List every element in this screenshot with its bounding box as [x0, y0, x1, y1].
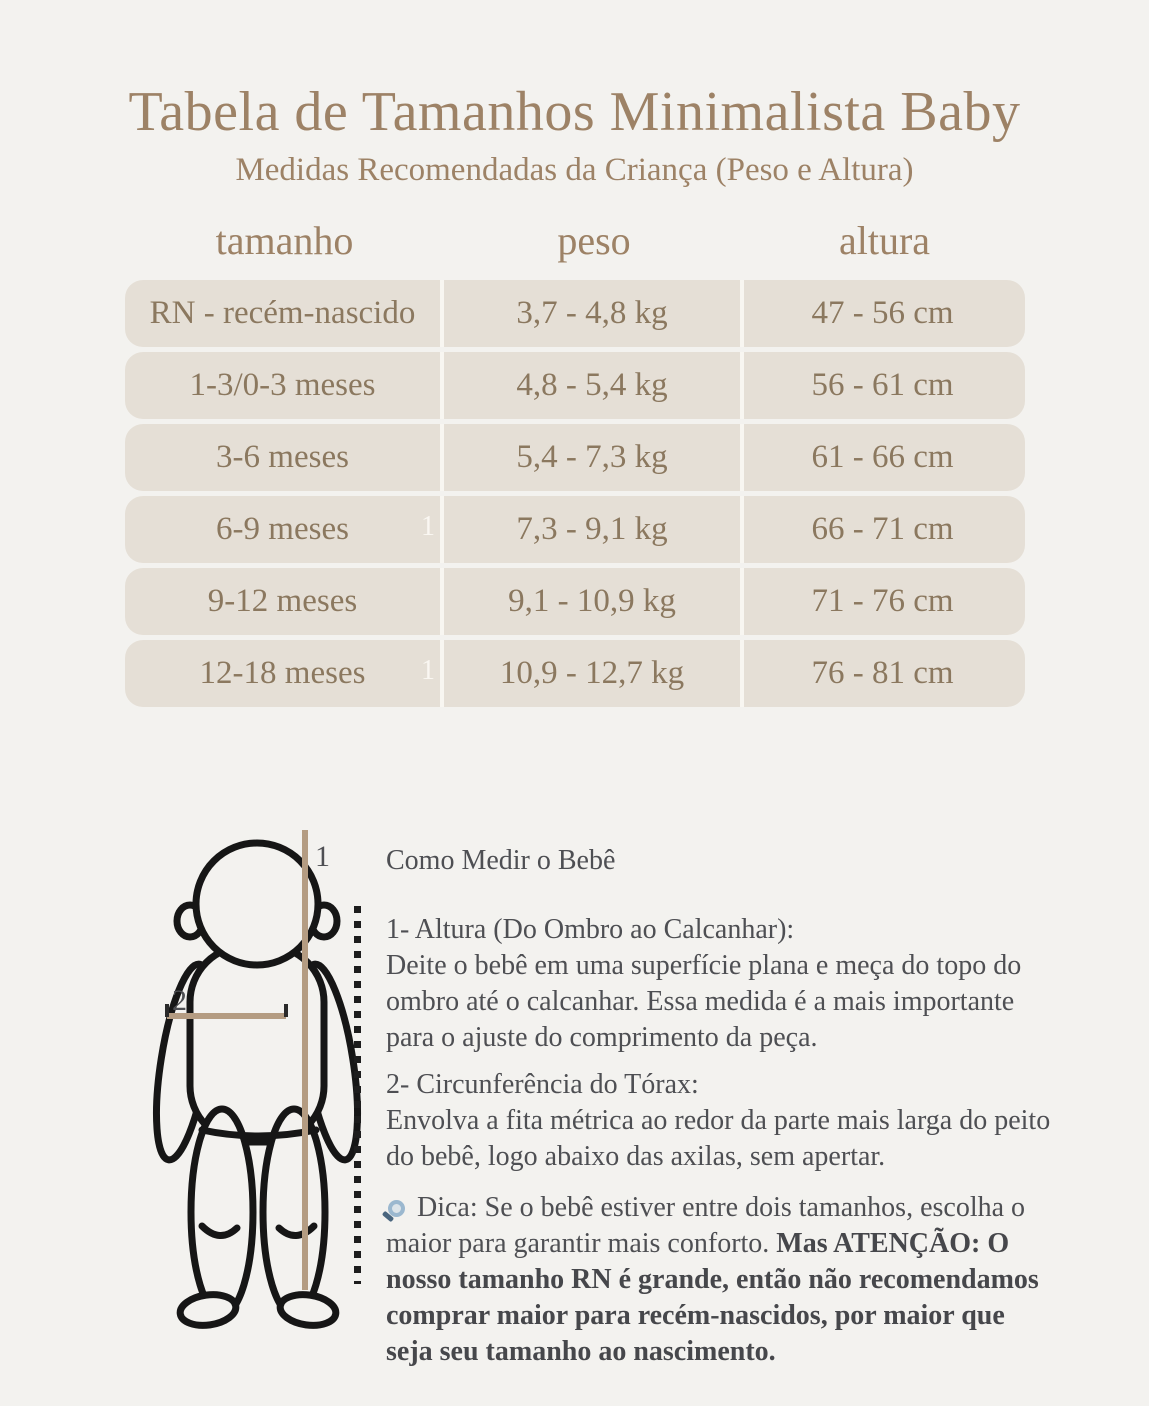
weight-cell: 7,3 - 9,1 kg [444, 496, 744, 563]
height-cell: 61 - 66 cm [811, 439, 954, 475]
tip-text: Dica: Se o bebê estiver entre dois tamanhos, escolha o maior para garantir mais conforto. [386, 1192, 1026, 1259]
height-cell: 56 - 61 cm [811, 367, 954, 403]
step-chest-title: 2- Circunferência do Tórax: [386, 1069, 699, 1100]
baby-left-leg [191, 1109, 253, 1315]
table-row [125, 640, 1025, 707]
watermark-digit: 1 [421, 655, 435, 686]
step-height-title: 1- Altura (Do Ombro ao Calcanhar): [386, 914, 795, 945]
baby-right-leg [263, 1109, 325, 1315]
size-cell: 6-9 meses [125, 496, 444, 563]
guide-step-chest [386, 1067, 1054, 1175]
baby-outline-illustration [140, 820, 380, 1330]
table-row [125, 352, 1025, 419]
watermark-digit: 1 [421, 511, 435, 542]
height-measure-label: 1 [315, 840, 330, 873]
size-cell: 12-18 meses [125, 640, 444, 707]
baby-right-foot [278, 1291, 338, 1329]
column-header-size: tamanho [215, 218, 354, 263]
magnifier-icon [388, 1200, 405, 1217]
column-header-height: altura [838, 218, 931, 263]
weight-cell: 10,9 - 12,7 kg [444, 640, 744, 707]
size-cell: 3-6 meses [125, 424, 444, 491]
height-cell: 71 - 76 cm [811, 583, 954, 619]
page-subtitle: Medidas Recomendadas da Criança (Peso e Altura) [235, 152, 914, 188]
weight-cell: 5,4 - 7,3 kg [444, 424, 744, 491]
step-chest-body: Envolva a fita métrica ao redor da parte mais larga do peito do bebê, logo abaixo das axilas, sem apertar. [386, 1105, 1051, 1172]
table-row [125, 280, 1025, 347]
table-row [125, 496, 1025, 563]
table-row [125, 424, 1025, 491]
table-row [125, 568, 1025, 635]
weight-cell: 9,1 - 10,9 kg [444, 568, 744, 635]
dotted-divider [354, 906, 361, 1284]
height-cell: 47 - 56 cm [811, 295, 954, 331]
tip-warning-text: Mas ATENÇÃO: O nosso tamanho RN é grande, então não recomendamos comprar maior para recém-nascidos, por maior que seja seu tamanho ao nascimento. [386, 1228, 1039, 1367]
size-cell: 1-3/0-3 meses [125, 352, 444, 419]
page-title: Tabela de Tamanhos Minimalista Baby [128, 81, 1021, 143]
weight-cell: 4,8 - 5,4 kg [444, 352, 744, 419]
size-table [125, 280, 1025, 712]
size-cell: 9-12 meses [125, 568, 444, 635]
chest-measure-label: 2 [172, 984, 187, 1017]
baby-left-foot [178, 1291, 238, 1329]
step-height-body: Deite o bebê em uma superfície plana e meça do topo do ombro até o calcanhar. Essa medida é a mais importante para o ajuste do comprimento da peça. [386, 950, 1022, 1053]
column-header-weight: peso [557, 218, 631, 263]
guide-tip [386, 1190, 1054, 1370]
height-cell: 76 - 81 cm [811, 655, 954, 691]
table-column-headers [125, 212, 1025, 270]
baby-head [196, 843, 318, 965]
guide-heading: Como Medir o Bebê [386, 845, 616, 876]
guide-step-height [386, 912, 1054, 1056]
size-cell: RN - recém-nascido [125, 280, 444, 347]
height-cell: 66 - 71 cm [811, 511, 954, 547]
measuring-guide [386, 843, 1054, 1370]
weight-cell: 3,7 - 4,8 kg [444, 280, 744, 347]
